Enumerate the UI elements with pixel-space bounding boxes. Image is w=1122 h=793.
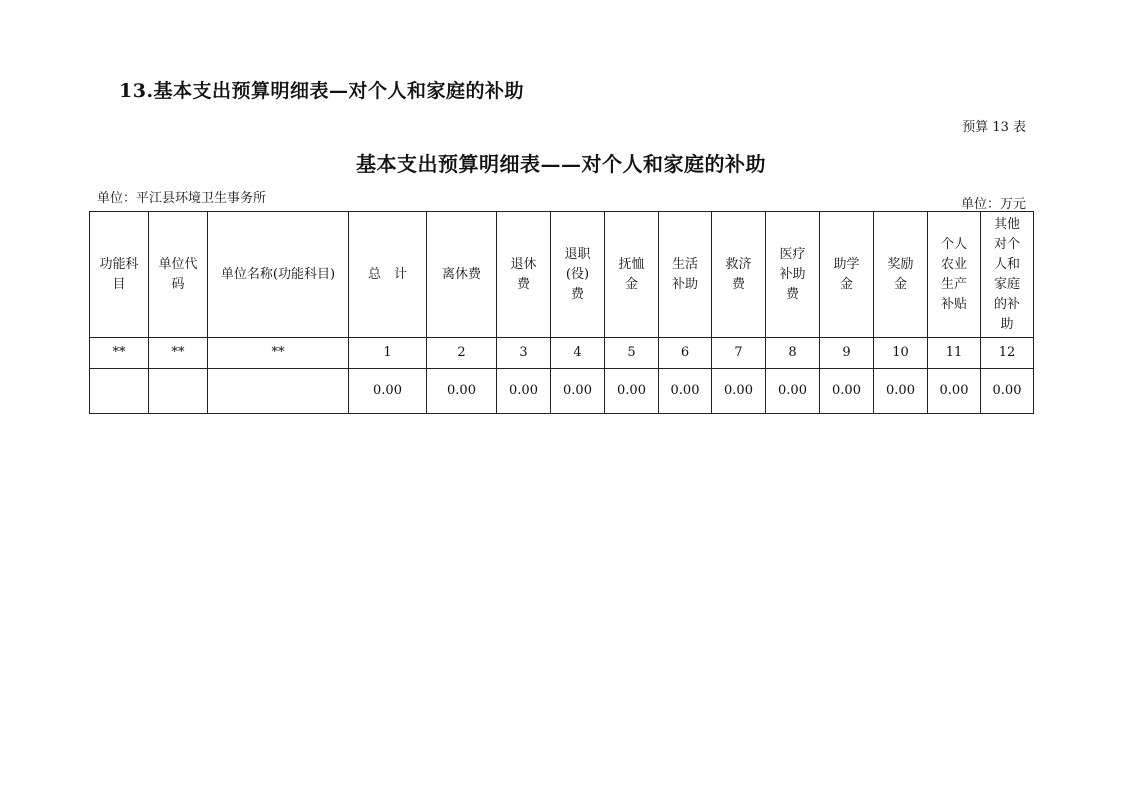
table-cell: 8	[766, 338, 820, 369]
currency-unit-label: 单位：万元	[960, 197, 1026, 212]
column-header: 生活补助	[659, 212, 712, 338]
column-header: 离休费	[427, 212, 497, 338]
column-header: 单位代码	[149, 212, 208, 338]
table-cell: 12	[981, 338, 1034, 369]
budget-table	[89, 211, 1034, 414]
page-title: 基本支出预算明细表——对个人和家庭的补助	[356, 152, 766, 176]
column-header: 总 计	[349, 212, 427, 338]
table-cell: **	[208, 338, 349, 369]
table-cell: 11	[928, 338, 981, 369]
table-cell: 0.00	[427, 369, 497, 414]
table-cell: 2	[427, 338, 497, 369]
table-header-row	[90, 212, 1034, 338]
table-cell: 1	[349, 338, 427, 369]
column-header: 救济费	[712, 212, 766, 338]
table-row	[90, 369, 1034, 414]
column-header: 医疗补助费	[766, 212, 820, 338]
table-cell	[149, 369, 208, 414]
table-cell: 0.00	[551, 369, 605, 414]
table-cell: **	[90, 338, 149, 369]
table-cell	[208, 369, 349, 414]
section-heading: 13.基本支出预算明细表—对个人和家庭的补助	[119, 80, 525, 102]
table-cell: 0.00	[605, 369, 659, 414]
column-header: 退休费	[497, 212, 551, 338]
table-cell: 0.00	[820, 369, 874, 414]
table-cell: 10	[874, 338, 928, 369]
table-cell: 0.00	[928, 369, 981, 414]
table-cell: 6	[659, 338, 712, 369]
column-header: 抚恤金	[605, 212, 659, 338]
column-header: 奖励金	[874, 212, 928, 338]
table-cell: 0.00	[349, 369, 427, 414]
table-cell: **	[149, 338, 208, 369]
table-cell	[90, 369, 149, 414]
table-number: 预算 13 表	[962, 120, 1026, 135]
column-header: 助学金	[820, 212, 874, 338]
column-header: 功能科目	[90, 212, 149, 338]
table-cell: 7	[712, 338, 766, 369]
table-cell: 0.00	[874, 369, 928, 414]
table-cell: 0.00	[659, 369, 712, 414]
table-cell: 0.00	[766, 369, 820, 414]
table-cell: 9	[820, 338, 874, 369]
table-cell: 0.00	[981, 369, 1034, 414]
table-index-row	[90, 338, 1034, 369]
column-header: 其他对个人和家庭的补助	[981, 212, 1034, 338]
table-cell: 3	[497, 338, 551, 369]
table-cell: 5	[605, 338, 659, 369]
table-cell: 0.00	[712, 369, 766, 414]
column-header: 单位名称(功能科目)	[208, 212, 349, 338]
table-cell: 4	[551, 338, 605, 369]
unit-name-label: 单位：平江县环境卫生事务所	[97, 191, 267, 206]
table-cell: 0.00	[497, 369, 551, 414]
column-header: 个人农业生产补贴	[928, 212, 981, 338]
column-header: 退职(役)费	[551, 212, 605, 338]
